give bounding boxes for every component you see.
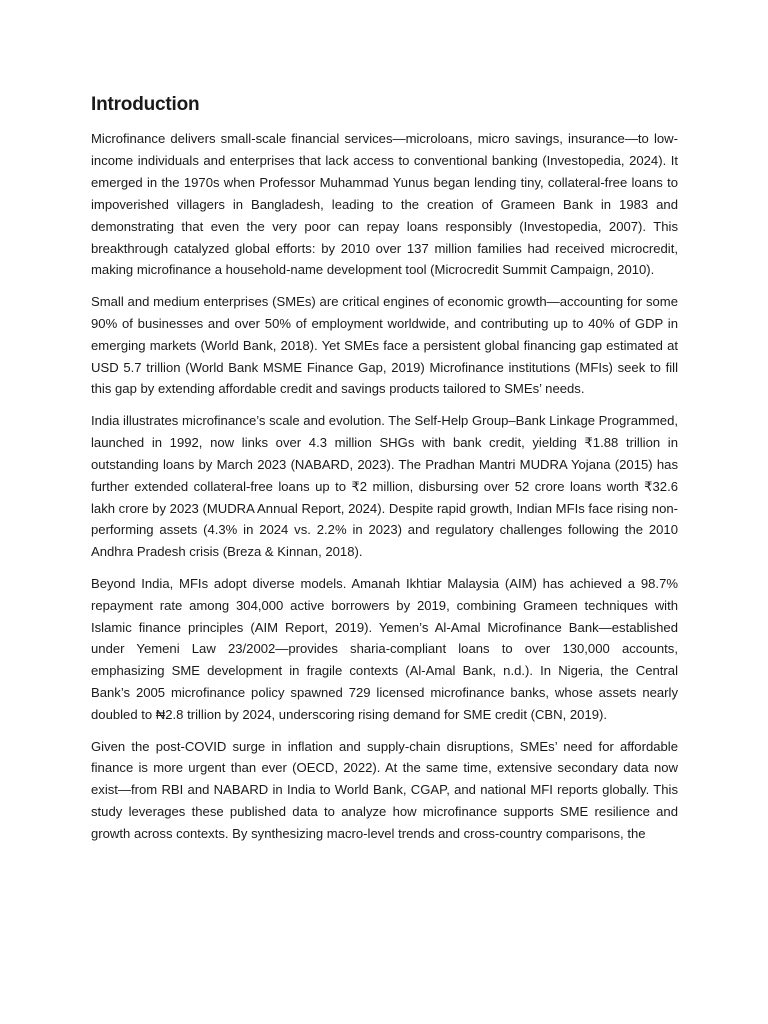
section-heading: Introduction <box>91 94 200 115</box>
paragraph-5: Given the post-COVID surge in inflation and supply-chain disruptions, SMEs’ need for affordable finance is more urgent than ever (OECD, 2022). At the same time, extensive secondary data now exist—from RBI and NABARD in India to World Bank, CGAP, and national MFI reports globally. This study leverages these published data to analyze how microfinance supports SME resilience and growth across contexts. By synthesizing macro-level trends and cross-country comparisons, the <box>91 738 678 842</box>
document-page <box>91 94 678 855</box>
paragraph-1: Microfinance delivers small-scale financial services—microloans, micro savings, insurance—to low-income individuals and enterprises that lack access to conventional banking (Investopedia, 2024). It emerged in the 1970s when Professor Muhammad Yunus began lending tiny, collateral-free loans to impoverished villagers in Bangladesh, leading to the creation of Grameen Bank in 1983 and demonstrating that even the very poor can repay loans responsibly (Investopedia, 2007). This breakthrough catalyzed global efforts: by 2010 over 137 million families had received microcredit, making microfinance a household-name development tool (Microcredit Summit Campaign, 2010). <box>91 131 678 278</box>
paragraph-4: Beyond India, MFIs adopt diverse models. Amanah Ikhtiar Malaysia (AIM) has achieved a 98.7% repayment rate among 304,000 active borrowers by 2019, combining Grameen techniques with Islamic finance principles (AIM Report, 2019). Yemen’s Al-Amal Microfinance Bank—established under Yemeni Law 23/2002—provides sharia-compliant loans to over 130,000 accounts, emphasizing SME development in fragile contexts (Al-Amal Bank, n.d.). In Nigeria, the Central Bank’s 2005 microfinance policy spawned 729 licensed microfinance banks, whose assets nearly doubled to ₦2.8 trillion by 2024, underscoring rising demand for SME credit (CBN, 2019). <box>91 575 678 723</box>
paragraph-3: India illustrates microfinance’s scale and evolution. The Self-Help Group–Bank Linkage Programmed, launched in 1992, now links over 4.3 million SHGs with bank credit, yielding ₹1.88 trillion in outstanding loans by March 2023 (NABARD, 2023). The Pradhan Mantri MUDRA Yojana (2015) has further extended collateral-free loans up to ₹2 million, disbursing over 52 crore loans worth ₹32.6 lakh crore by 2023 (MUDRA Annual Report, 2024). Despite rapid growth, Indian MFIs face rising non-performing assets (4.3% in 2024 vs. 2.2% in 2023) and regulatory challenges following the 2010 Andhra Pradesh crisis (Breza & Kinnan, 2018). <box>91 412 678 560</box>
paragraph-2: Small and medium enterprises (SMEs) are critical engines of economic growth—accounting for some 90% of businesses and over 50% of employment worldwide, and contributing up to 40% of GDP in emerging markets (World Bank, 2018). Yet SMEs face a persistent global financing gap estimated at USD 5.7 trillion (World Bank MSME Finance Gap, 2019) Microfinance institutions (MFIs) seek to fill this gap by extending affordable credit and savings products tailored to SMEs’ needs. <box>91 293 678 397</box>
